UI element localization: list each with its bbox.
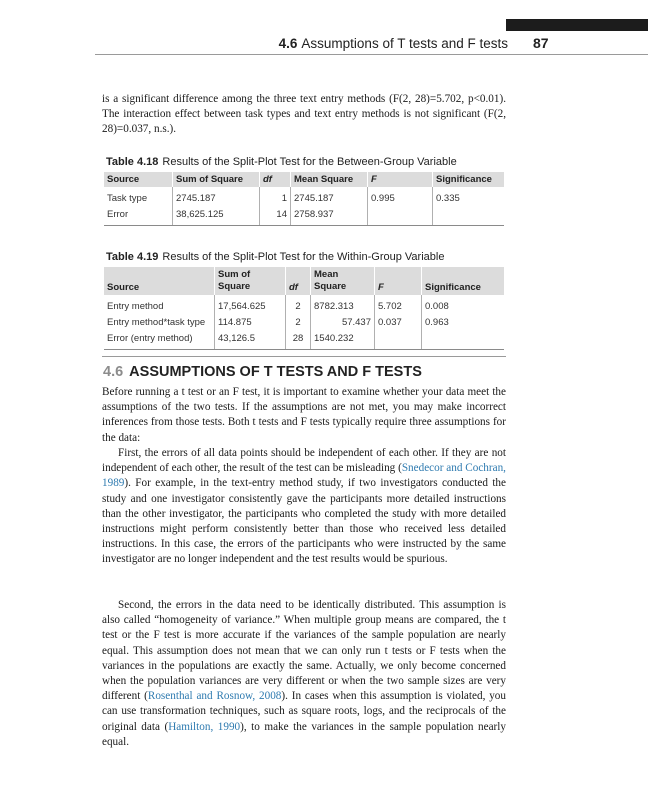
table-cell: 38,625.125	[173, 207, 260, 226]
column-header: df	[286, 267, 311, 295]
table-418	[104, 172, 504, 226]
table-419-label: Table 4.19	[106, 251, 159, 263]
section-rule	[102, 356, 506, 357]
column-header: Mean Square	[311, 267, 375, 295]
column-header: F	[368, 172, 433, 187]
table-418-caption-text: Results of the Split-Plot Test for the Between-Group Variable	[162, 156, 457, 168]
table-cell	[368, 207, 433, 226]
intro-paragraph: is a significant difference among the three text entry methods (F(2, 28)=5.702, p<0.01). The interaction effect between task types and text entry methods is not significant (F(2, 28)=0.037, n.s.).	[102, 93, 506, 136]
table-cell: 28	[286, 331, 311, 350]
column-header: Sum of Square	[173, 172, 260, 187]
page-number: 87	[533, 35, 549, 51]
table-cell: 0.963	[425, 317, 449, 328]
table-cell: 114.875	[215, 315, 286, 331]
table-419	[104, 267, 504, 350]
citation-link[interactable]: Hamilton, 1990	[168, 720, 241, 733]
paragraph-text: ), to make the variances in the sample population nearly equal.	[102, 720, 506, 748]
body-paragraph-1: Before running a t test or an F test, it is important to examine whether your data meet the assumptions of the two tests. If the assumptions are not met, you may make incorrect inferences from those tests. Both t tests and F tests typically require three assumptions for the data:	[102, 386, 506, 444]
table-418-label: Table 4.18	[106, 156, 159, 168]
running-head-section-number: 4.6	[278, 36, 298, 51]
table-header-row	[104, 172, 504, 187]
running-head-title: Assumptions of T tests and F tests	[301, 36, 508, 51]
table-cell	[422, 331, 505, 350]
table-cell: 2745.187	[173, 187, 260, 207]
column-header: F	[375, 267, 422, 295]
column-header: df	[260, 172, 291, 187]
paragraph-text: First, the errors of all data points should be independent of each other. If they are not independent of each other, the result of the test can be misleading (	[102, 447, 506, 475]
citation-link[interactable]: Snedecor and Cochran, 1989	[102, 462, 506, 490]
column-header: Source	[104, 267, 215, 295]
column-header: Source	[104, 172, 173, 187]
table-cell: 2	[286, 295, 311, 315]
citation-link[interactable]: Rosenthal and Rosnow, 2008	[147, 690, 282, 703]
running-head	[279, 36, 508, 51]
table-row	[104, 331, 504, 350]
section-title: ASSUMPTIONS OF T TESTS AND F TESTS	[129, 364, 422, 380]
paragraph-text: ). For example, in the text-entry method study, if two investigators conducted the study and one investigator consistently gave the participants more detailed instructions than the other investigator, the participants who completed the study with more detailed instructions might perform consistently better than those who received less detailed instructions. In this case, the errors of the participants who were instructed by the same investigator are no longer independent and the test results would be spurious.	[102, 477, 506, 566]
table-cell: 0.335	[436, 193, 460, 204]
table-cell: 0.008	[425, 301, 449, 312]
table-cell: 14	[260, 207, 291, 226]
body-paragraph-2	[102, 446, 506, 568]
table-cell: Entry method*task type	[104, 315, 215, 331]
header-rule	[95, 54, 648, 55]
table-row	[104, 295, 504, 315]
table-cell	[433, 207, 505, 226]
table-header-row	[104, 267, 504, 295]
paragraph-text: ). In cases when this assumption is violated, you can use transformation techniques, such as square roots, logs, and the reciprocals of the original data (	[102, 690, 506, 733]
section-number: 4.6	[103, 364, 124, 380]
table-row	[104, 207, 504, 226]
table-cell: Error (entry method)	[104, 331, 215, 350]
column-header: Significance	[433, 172, 505, 187]
table-cell: 1540.232	[311, 331, 375, 350]
table-cell: Error	[104, 207, 173, 226]
column-header: Sum of Square	[215, 267, 286, 295]
table-cell	[375, 331, 422, 350]
table-cell: 0.995	[368, 187, 433, 207]
table-cell: 8782.313	[311, 295, 375, 315]
table-cell: 5.702	[375, 295, 422, 315]
section-heading	[103, 364, 422, 380]
table-419-caption	[106, 251, 444, 263]
table-row	[104, 315, 504, 331]
table-cell: 2745.187	[291, 187, 368, 207]
table-cell: 0.037	[375, 315, 422, 331]
table-cell: 43,126.5	[215, 331, 286, 350]
paragraph-text: Second, the errors in the data need to be identically distributed. This assumption is also called “homogeneity of variance.” When multiple group means are compared, the t test or the F test is more accurate if the variances of the sample population are nearly equal. This assumption does not mean that we can only run t tests or F tests when the variances in the populations are exactly the same. Actually, we only become concerned when the population variances are very different or when the two sample sizes are very different (	[102, 599, 506, 703]
table-cell: Task type	[104, 187, 173, 207]
table-cell: Entry method	[104, 295, 215, 315]
table-cell: 57.437	[311, 315, 375, 331]
column-header: Significance	[422, 267, 505, 295]
body-paragraph-3	[102, 598, 506, 750]
table-cell: 1	[260, 187, 291, 207]
table-cell: 2758.937	[291, 207, 368, 226]
table-419-caption-text: Results of the Split-Plot Test for the Within-Group Variable	[162, 251, 445, 263]
table-418-caption	[106, 156, 457, 168]
table-row	[104, 187, 504, 207]
table-cell: 17,564.625	[215, 295, 286, 315]
table-cell: 2	[286, 315, 311, 331]
header-bar	[506, 19, 648, 31]
column-header: Mean Square	[291, 172, 368, 187]
